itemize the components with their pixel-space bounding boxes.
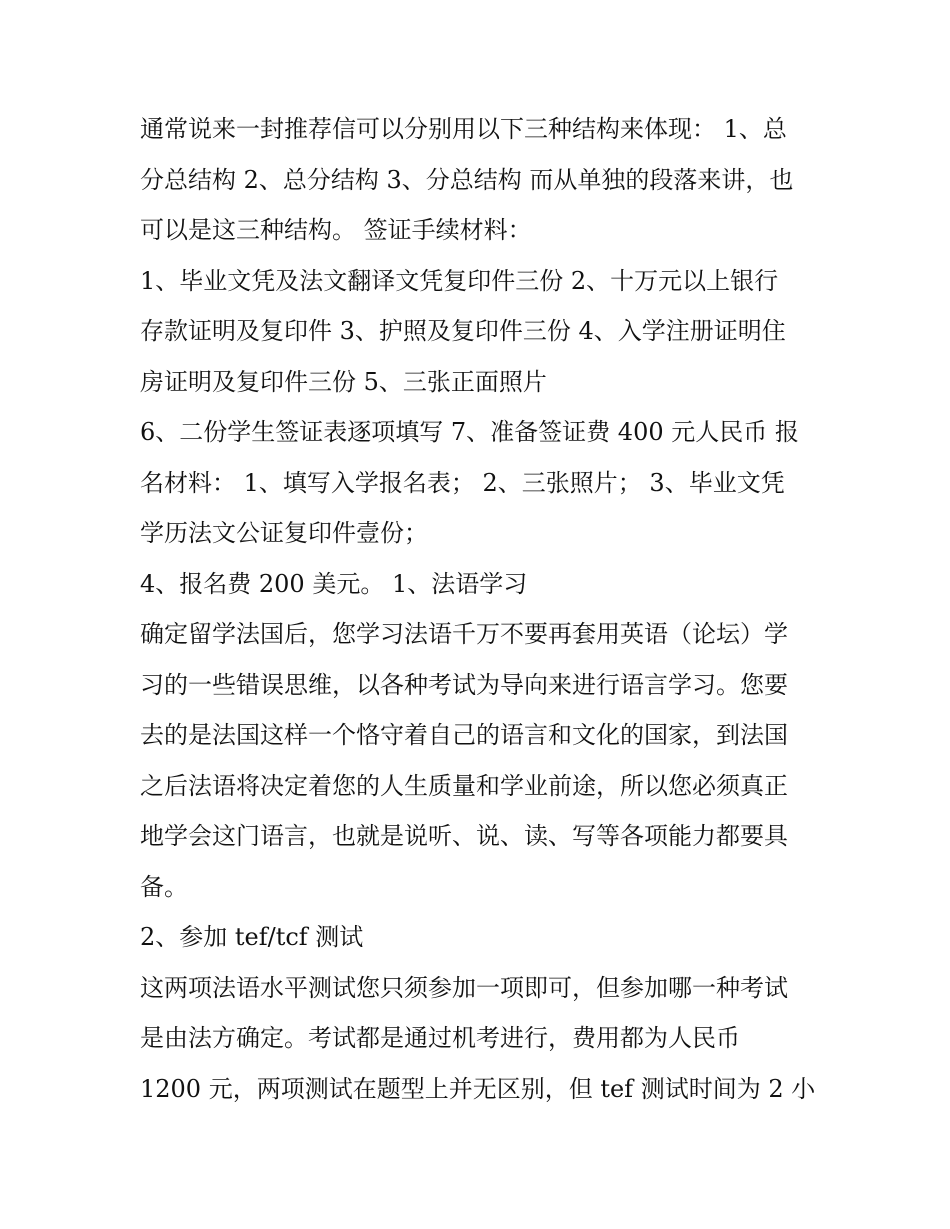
paragraph-recommendation-structure — [140, 104, 820, 256]
paragraph-registration-fee — [140, 559, 820, 610]
paragraph-french-learning — [140, 609, 820, 912]
paragraph-visa-materials-2 — [140, 407, 820, 559]
text-line: 之后法语将决定着您的人生质量和学业前途，所以您必须真正 — [140, 771, 788, 800]
text-line: 名材料： 1、填写入学报名表； 2、三张照片； 3、毕业文凭 — [140, 468, 785, 497]
paragraph-tef-tcf-details — [140, 963, 820, 1115]
text-line: 习的一些错误思维，以各种考试为导向来进行语言学习。您要 — [140, 670, 788, 699]
text-line: 房证明及复印件三份 5、三张正面照片 — [140, 367, 547, 396]
text-line: 通常说来一封推荐信可以分别用以下三种结构来体现： 1、总 — [140, 115, 787, 143]
text-line: 是由法方确定。考试都是通过机考进行，费用都为人民币 — [140, 1024, 740, 1052]
text-line: 去的是法国这样一个恪守着自己的语言和文化的国家，到法国 — [140, 721, 788, 749]
text-line: 1200 元，两项测试在题型上并无区别，但 tef 测试时间为 2 小 — [140, 1074, 816, 1103]
text-line: 存款证明及复印件 3、护照及复印件三份 4、入学注册证明住 — [140, 317, 786, 345]
text-line: 2、参加 tef/tcf 测试 — [140, 923, 364, 951]
paragraph-tef-tcf-heading — [140, 912, 820, 963]
text-line: 1、毕业文凭及法文翻译文凭复印件三份 2、十万元以上银行 — [140, 266, 779, 295]
text-line: 分总结构 2、总分结构 3、分总结构 而从单独的段落来讲，也 — [140, 165, 794, 194]
document-body — [140, 104, 820, 1114]
text-line: 学历法文公证复印件壹份； — [140, 519, 428, 547]
text-line: 确定留学法国后，您学习法语千万不要再套用英语（论坛）学 — [140, 620, 788, 648]
text-line: 6、二份学生签证表逐项填写 7、准备签证费 400 元人民币 报 — [140, 418, 799, 446]
text-line: 备。 — [140, 872, 188, 901]
text-line: 4、报名费 200 美元。 1、法语学习 — [140, 569, 528, 598]
paragraph-visa-materials-1 — [140, 256, 820, 408]
text-line: 可以是这三种结构。 签证手续材料： — [140, 216, 532, 244]
text-line: 地学会这门语言，也就是说听、说、读、写等各项能力都要具 — [140, 822, 788, 850]
text-line: 这两项法语水平测试您只须参加一项即可，但参加哪一种考试 — [140, 973, 788, 1002]
